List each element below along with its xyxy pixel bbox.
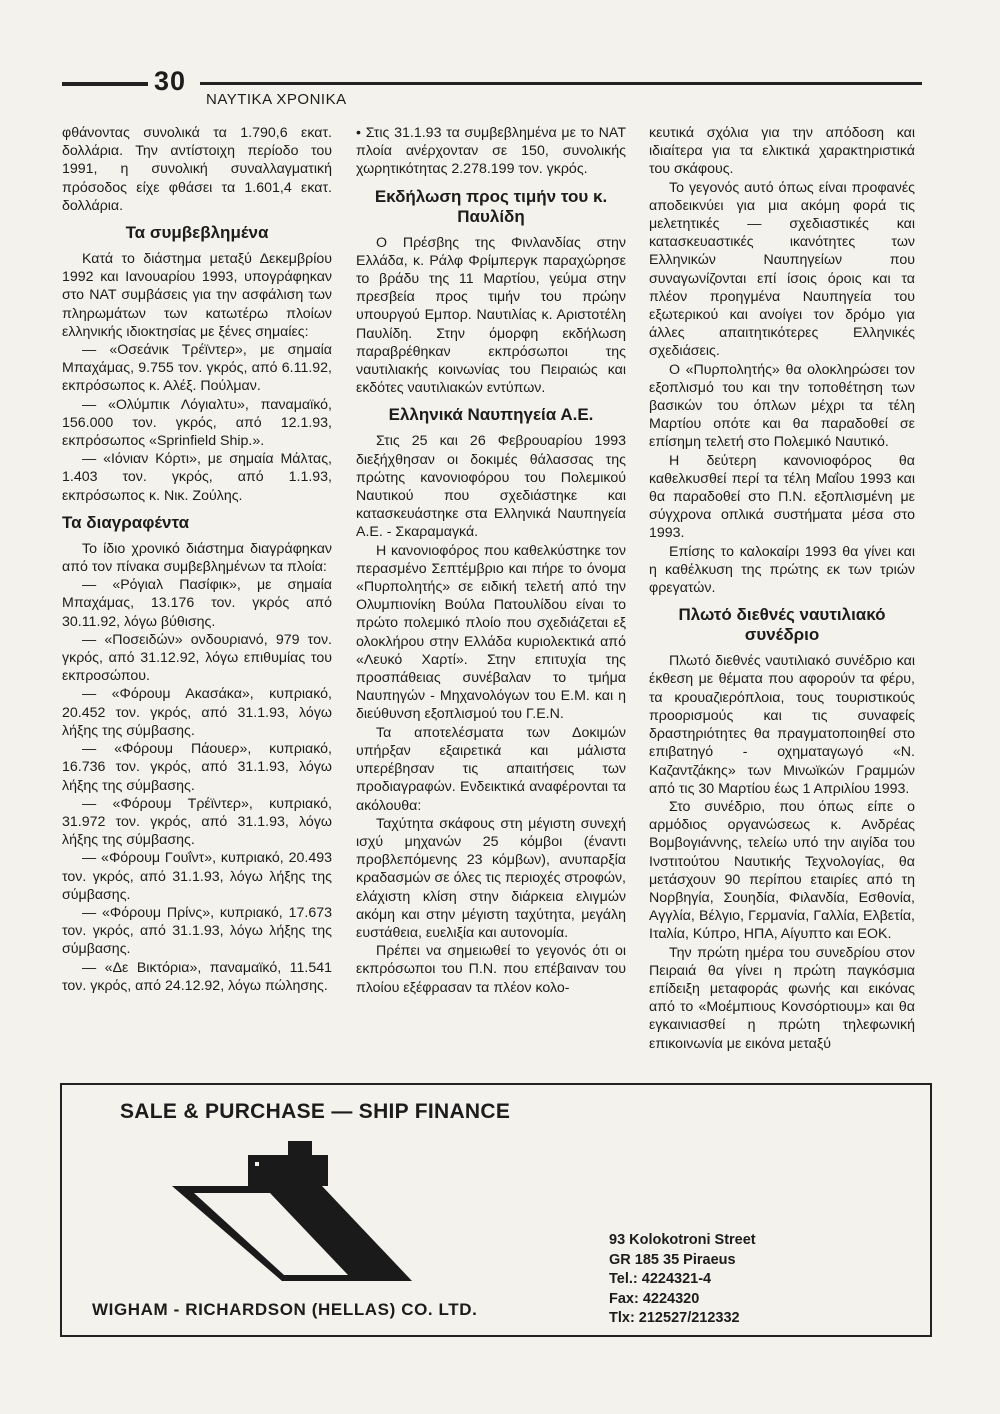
shipyards-paragraph: Στις 25 και 26 Φεβρουαρίου 1993 διεξήχθησαν οι δοκιμές θάλασσας της πρώτης κανονιοφόρου του Πολεμικού Ναυτικού που σχεδιάστηκε και κατασκευάστηκε στα Ελληνικά Ναυπηγεία Α.Ε. - Σκαραμαγκά. <box>356 433 626 541</box>
deleted-item: — «Ρόγιαλ Πασίφικ», με σημαία Μπαχάμας, 13.176 τον. γκρός από 30.11.92, λόγω βύθισης. <box>62 577 332 630</box>
congress-paragraph: Πλωτό διεθνές ναυτιλιακό συνέδριο και έκθεση με θέματα που αφορούν τα φέρυ, τα κρουαζιερόπλοια, τους τουριστικούς προορισμούς και τις συναφείς δραστηριότητες θα πραγματοποιηθεί στο επιβατηγό - οχηματαγωγό «Ν. Καζαντζάκης» των Μινωϊκών Γραμμών από τις 30 Μαρτίου έως 1 Απριλίου 1993. <box>649 653 915 797</box>
shipyards-continued: Ο «Πυρπολητής» θα ολοκληρώσει τον εξοπλισμό του και την τοποθέτηση των βασικών του όπλων μέχρι τα τέλη Μαρτίου οπότε και θα παραδοθεί σε επίσημη τελετή στο Πολεμικό Ναυτικό. <box>649 361 915 451</box>
intro-paragraph: φθάνοντας συνολικά τα 1.790,6 εκατ. δολλάρια. Την αντίστοιχη περίοδο του 1991, η συνολική συναλλαγματική πρόσοδος είχε φθάσει τα 1.601,4 εκατ. δολλάρια. <box>62 125 332 214</box>
deleted-item: — «Φόρουμ Γουΐντ», κυπριακό, 20.493 τον. γκρός, από 31.1.93, λόγω λήξης της σύμβασης. <box>62 850 332 903</box>
address-city: GR 185 35 Piraeus <box>609 1251 736 1268</box>
shipyards-paragraph: Η κανονιοφόρος που καθελκύστηκε τον περασμένο Σεπτέμβριο και πήρε το όνομα «Πυρπολητής» σε ειδική τελετή από την Ολυμπιονίκη Βούλα Πατουλίδου είναι το πρώτο πολεμικό πλοίο που σχεδιάζεται εξ ολοκλήρου στην Ελλάδα κυριολεκτικά από «Λευκό Χαρτί». Στην επιτυχία της προσπάθειας συνέβαλαν το τμήμα Ναυπηγών - Μηχανολόγων του Ε.Μ. και η διεύθυνση εξοπλισμού του Γ.Ε.Ν. <box>356 542 626 723</box>
heading-contracted: Τα συμβεβλημένα <box>125 223 269 243</box>
page-header <box>62 64 922 114</box>
heading-shipyards: Ελληνικά Ναυπηγεία Α.Ε. <box>388 405 594 425</box>
shipyards-continued: Η δεύτερη κανονιοφόρος θα καθελκυσθεί περί τα τέλη Μαΐου 1993 και θα παραδοθεί στο Π.Ν. εξοπλισμένη με σύγχρονα οπλικά συστήματα μέσα στο 1993. <box>649 452 915 542</box>
contracted-item: — «Ιόνιαν Κόρτι», με σημαία Μάλτας, 1.403 τον. γκρός, από 1.1.93, εκπρόσωπος κ. Νικ. Ζούλης. <box>62 451 332 504</box>
congress-paragraph: Την πρώτη ημέρα του συνεδρίου στον Πειραιά θα γίνει η πρώτη παγκόσμια επίδειξη μεταφοράς φωνής και εικόνας από το «Μοέμπιους Κονσόρτιουμ» και θα εγκαινιασθεί η πρώτη τηλεφωνική επικοινωνία με εικόνα μεταξύ <box>649 944 915 1052</box>
shipyards-continued: Επίσης το καλοκαίρι 1993 θα γίνει και η καθέλκυση της πρώτης εκ των τριών φρεγατών. <box>649 543 915 597</box>
address-street: 93 Kolokotroni Street <box>609 1232 756 1248</box>
deleted-item: — «Ποσειδών» ονδουριανό, 979 τον. γκρός, από 31.12.92, λόγω επιθυμίας του εκπροσώπου. <box>62 631 332 685</box>
shipyards-paragraph: Πρέπει να σημειωθεί το γεγονός ότι οι εκπρόσωποι του Π.Ν. που επέβαιναν του πλοίου εξέφρασαν τα πλέον κολο- <box>356 943 626 996</box>
congress-paragraph: Στο συνέδριο, που όπως είπε ο αρμόδιος οργανώσεως κ. Ανδρέας Βομβογιάννης, τελείω υπό την αιγίδα του Ινστιτούτου Ναυτικής Τεχνολογίας, θα μετάσχουν 90 περίπου εταιρίες από τη Νορβηγία, Σουηδία, Φιλανδία, Εσθονία, Αγγλία, Βέλγιο, Γερμανία, Γαλλία, Ελβετία, Ιταλία, Κύπρο, ΗΠΑ, Αίγυπτο και ΕΟΚ. <box>649 798 915 943</box>
deleted-item: — «Δε Βικτόρια», παναμαϊκό, 11.541 τον. γκρός, από 24.12.92, λόγω πώλησης. <box>62 959 332 994</box>
address-tlx: Tlx: 212527/212332 <box>609 1310 740 1327</box>
contracted-intro: Κατά το διάστημα μεταξύ Δεκεμβρίου 1992 και Ιανουαρίου 1993, υπογράφηκαν στο ΝΑΤ συμβάσεις για την ασφάλιση των πληρωμάτων των κατωτέρω πλοίων ελληνικής ιδιοκτησίας με ξένες σημαίες: <box>62 251 332 340</box>
ad-headline: SALE & PURCHASE — SHIP FINANCE <box>120 1100 511 1123</box>
header-rule-left <box>62 82 148 86</box>
address-fax: Fax: 4224320 <box>609 1290 700 1307</box>
shipyards-paragraph: Τα αποτελέσματα των Δοκιμών υπήρξαν εξαιρετικά και μάλιστα υπερέβησαν τις απαιτήσεις των προδιαγραφών. Ενδεικτικά αναφέρονται τα ακόλουθα: <box>356 724 626 814</box>
bullet-paragraph: • Στις 31.1.93 τα συμβεβλημένα με το ΝΑΤ πλοία ανέρχονταν σε 150, συνολικής χωρητικότητας 2.278.199 τον. γκρός. <box>356 125 626 178</box>
ad-company-name: WIGHAM - RICHARDSON (HELLAS) CO. LTD. <box>92 1300 478 1319</box>
ad-address-block <box>609 1231 756 1329</box>
advertisement <box>60 1083 932 1337</box>
deleted-item: — «Φόρουμ Πάουερ», κυπριακό, 16.736 τον. γκρός, από 31.1.93, λόγω λήξης της σύμβασης. <box>62 741 332 794</box>
heading-deleted: Τα διαγραφέντα <box>62 512 190 532</box>
contracted-item: — «Οσεάνικ Τρέϊντερ», με σημαία Μπαχάμας, 9.755 τον. γκρός, από 6.11.92, εκπρόσωπος κ. Αλέξ. Πούλμαν. <box>62 342 332 395</box>
column-2 <box>356 124 626 997</box>
page-number: 30 <box>154 66 187 96</box>
header-rule-right <box>200 82 922 85</box>
shipyards-paragraph: Ταχύτητα σκάφους στη μέγιστη συνεχή ισχύ μηχανών 25 κόμβοι (έναντι προβλεπόμενης 23 κόμβων), ανυπαρξία κραδασμών σε όλες τις περιοχές στροφών, ελάχιστη κλίση στην διάρκεια ελιγμών ακόμη και στην μέγιστη ταχύτητα, μεγάλη ευστάθεια, ευελιξία και αυτονομία. <box>356 815 626 941</box>
shipyards-continued: Το γεγονός αυτό όπως είναι προφανές αποδεικνύει για μια ακόμη φορά τις μελετητικές — σχεδιαστικές και κατασκευαστικές ικανότητες των Ελληνικών Ναυπηγείων που συναγωνίζονται επί ίσοις όροις και τα πλέον προηγμένα Ναυπηγεία του εξωτερικού και ανοίγει τον δρόμο για άλλες απαιτητικότερες Ελληνικές σχεδιάσεις. <box>649 179 915 360</box>
contracted-item: — «Ολύμπικ Λόγιαλτυ», παναμαϊκό, 156.000 τον. γκρός, από 12.1.93, εκπρόσωπος «Sprinfield Ship.». <box>62 396 332 450</box>
ship-logo-icon <box>172 1141 412 1291</box>
heading-congress: Πλωτό διεθνές ναυτιλιακό συνέδριο <box>678 605 886 645</box>
column-1 <box>62 124 332 995</box>
event-paragraph: Ο Πρέσβης της Φινλανδίας στην Ελλάδα, κ. Ράλφ Φρίμπεργκ παραχώρησε το βράδυ της 11 Μαρτίου, γεύμα στην πρεσβεία προς τιμήν του πρώην υπουργού Εμπορ. Ναυτιλίας κ. Αριστοτέλη Παυλίδη. Στην όμορφη εκδήλωση παραβρέθηκαν εκπρόσωποι της ναυτιλιακής κοινωνίας του Πειραιώς και εκδότες ναυτιλιακών εντύπων. <box>356 234 626 397</box>
shipyards-continued: κευτικά σχόλια για την απόδοση και ιδιαίτερα για τα ελικτικά χαρακτηριστικά του σκάφους. <box>649 125 915 178</box>
deleted-item: — «Φόρουμ Τρέϊντερ», κυπριακό, 31.972 τον. γκρός, από 31.1.93, λόγω λήξης της σύμβασης. <box>62 795 332 849</box>
deleted-item: — «Φόρουμ Ακασάκα», κυπριακό, 20.452 τον. γκρός, από 31.1.93, λόγω λήξης της σύμβασης. <box>62 686 332 739</box>
deleted-item: — «Φόρουμ Πρίνς», κυπριακό, 17.673 τον. γκρός, από 31.1.93, λόγω λήξης της σύμβασης. <box>62 904 332 958</box>
heading-event: Εκδήλωση προς τιμήν του κ. Παυλίδη <box>374 186 608 226</box>
address-tel: Tel.: 4224321-4 <box>609 1271 712 1288</box>
magazine-title: ΝΑΥΤΙΚΑ ΧΡΟΝΙΚΑ <box>206 91 347 108</box>
column-3 <box>649 124 915 1053</box>
deleted-intro: Το ίδιο χρονικό διάστημα διαγράφηκαν από τον πίνακα συμβεβλημένων τα πλοία: <box>62 540 332 576</box>
